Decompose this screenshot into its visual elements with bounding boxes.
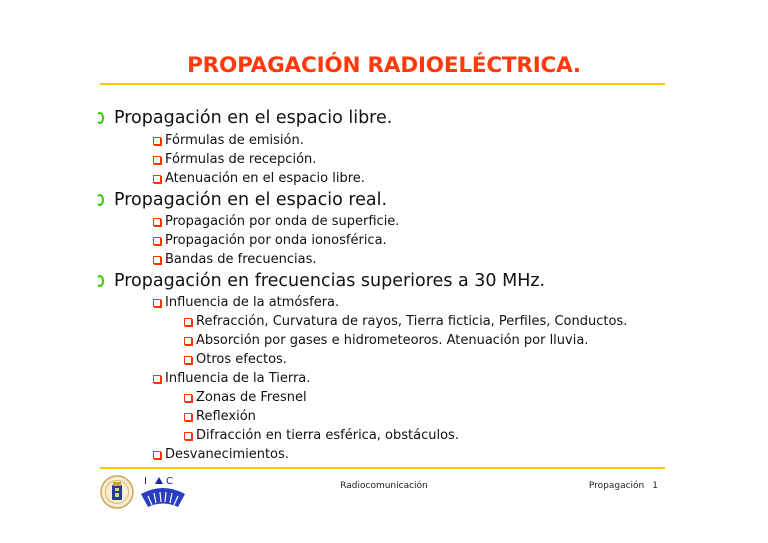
svg-text:C: C xyxy=(166,476,173,487)
item-label: Propagación por onda de superficie. xyxy=(165,214,400,229)
item-label: Desvanecimientos. xyxy=(165,447,289,462)
square-bullet-icon xyxy=(184,337,192,345)
sub-list-item xyxy=(184,409,256,424)
list-item xyxy=(153,152,316,167)
ring-bullet-icon xyxy=(96,275,104,287)
list-item xyxy=(153,252,317,267)
list-item xyxy=(153,371,310,386)
square-bullet-icon xyxy=(184,356,192,364)
item-label: Refracción, Curvatura de rayos, Tierra ficticia, Perfiles, Conductos. xyxy=(196,314,628,329)
item-label: Influencia de la atmósfera. xyxy=(165,295,340,310)
item-label: Difracción en tierra esférica, obstáculos. xyxy=(196,428,459,443)
item-label: Reflexión xyxy=(196,409,256,424)
section-2 xyxy=(96,190,387,210)
item-label: Bandas de frecuencias. xyxy=(165,252,317,267)
square-bullet-icon xyxy=(153,256,161,264)
list-item xyxy=(153,295,339,310)
square-bullet-icon xyxy=(184,413,192,421)
square-bullet-icon xyxy=(184,318,192,326)
item-label: Fórmulas de recepción. xyxy=(165,152,317,167)
section-label: Propagación en el espacio real. xyxy=(114,190,388,210)
list-item xyxy=(153,214,399,229)
section-1 xyxy=(96,108,392,128)
list-item xyxy=(153,233,387,248)
section-3 xyxy=(96,271,545,291)
square-bullet-icon xyxy=(153,237,161,245)
slide-title: PROPAGACIÓN RADIOELÉCTRICA. xyxy=(187,53,581,78)
sub-list-item xyxy=(184,390,307,405)
square-bullet-icon xyxy=(153,137,161,145)
section-label: Propagación en el espacio libre. xyxy=(114,108,393,128)
square-bullet-icon xyxy=(153,375,161,383)
footer-section-label: Propagación xyxy=(588,481,645,491)
square-bullet-icon xyxy=(153,218,161,226)
ring-bullet-icon xyxy=(96,194,104,206)
list-item xyxy=(153,447,289,462)
university-seal-logo xyxy=(100,474,134,510)
square-bullet-icon xyxy=(184,432,192,440)
item-label: Propagación por onda ionosférica. xyxy=(165,233,387,248)
item-label: Influencia de la Tierra. xyxy=(165,371,311,386)
square-bullet-icon xyxy=(153,299,161,307)
ring-bullet-icon xyxy=(96,112,104,124)
sub-list-item xyxy=(184,352,287,367)
item-label: Atenuación en el espacio libre. xyxy=(165,171,365,186)
square-bullet-icon xyxy=(153,451,161,459)
footer-rule xyxy=(100,467,665,469)
page-number: 1 xyxy=(652,481,658,491)
list-item xyxy=(153,171,365,186)
square-bullet-icon xyxy=(184,394,192,402)
title-underline xyxy=(100,83,665,85)
iac-logo xyxy=(138,474,188,510)
square-bullet-icon xyxy=(153,175,161,183)
item-label: Absorción por gases e hidrometeoros. Atenuación por lluvia. xyxy=(196,333,589,348)
sub-list-item xyxy=(184,428,459,443)
item-label: Otros efectos. xyxy=(196,352,287,367)
square-bullet-icon xyxy=(153,156,161,164)
section-label: Propagación en frecuencias superiores a 30 MHz. xyxy=(114,271,546,291)
footer-section-page xyxy=(589,481,658,491)
svg-text:I: I xyxy=(144,476,147,487)
item-label: Fórmulas de emisión. xyxy=(165,133,304,148)
footer-course-name: Radiocomunicación xyxy=(340,481,428,491)
sub-list-item xyxy=(184,314,627,329)
item-label: Zonas de Fresnel xyxy=(196,390,307,405)
list-item xyxy=(153,133,304,148)
sub-list-item xyxy=(184,333,588,348)
